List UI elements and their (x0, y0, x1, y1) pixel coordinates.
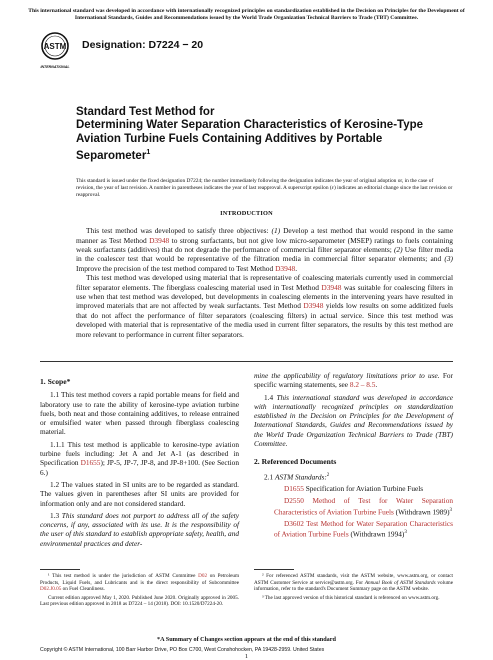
title-block (76, 105, 453, 163)
left-column (40, 371, 239, 551)
astm-logo-icon (40, 31, 70, 71)
title-main (76, 119, 453, 163)
para-1-2: 1.2 The values stated in SI units are to be regarded as standard. The values given in parentheses after SI units are provided for information only and are not considered standard. (40, 479, 239, 508)
title-text: Determining Water Separation Characteristics of Kerosine-Type Aviation Turbine Fuels Containing Additives by Portable Separometer (76, 119, 424, 163)
right-column (254, 371, 453, 551)
link-d3948[interactable]: D3948 (321, 282, 342, 292)
header (40, 31, 453, 71)
reference-item: D1655 Specification for Aviation Turbine Fuels (284, 484, 424, 494)
svg-text:ASTM: ASTM (43, 42, 67, 52)
title-footnote-mark: 1 (146, 149, 151, 157)
tbt-notice: This international standard was developed in accordance with internationally recognized principles on standardization established in the Decision on Principles for the Development of International Standards, Guides and Recommendations issued by the World Trade Organization Technical Barriers to Trade (TBT) Committee. (28, 8, 465, 21)
intro-paragraph-1: This test method was developed to satisfy three objectives: (1) Develop a test method that would respond in the same manner as Test Method D3948 to strong surfactants, but not give low micro-separometer (MSEP) ratings to fuels containing weak surfactants (additives) that do not degrade the performance of commercial filter separator elements; (2) Use filter media in the coalescer test that would be representative of the filtration media in commercial filter separator elements; and (3) Improve the precision of the test method compared to Test Method D3948. (76, 226, 453, 273)
copyright: Copyright © ASTM International, 100 Barr Harbor Drive, PO Box C700, West Conshohocken, PA 19428-2959. United States (40, 647, 325, 653)
body-columns (40, 371, 453, 551)
designation: Designation: D7224 − 20 (82, 39, 204, 52)
para-1-1: 1.1 This test method covers a rapid portable means for field and laboratory use to rate the ability of kerosine-type aviation turbine fuels, both neat and those containing additives, to release entrained or emulsified water when passed through fiberglass coalescing material. (40, 390, 239, 437)
link-section-8-2[interactable]: 8.2 – 8.5 (349, 380, 376, 390)
introduction-heading: INTRODUCTION (220, 210, 273, 218)
summary-of-changes-note: *A Summary of Changes section appears at the end of this standard (157, 636, 336, 643)
link-d3948[interactable]: D3948 (303, 301, 324, 311)
para-1-4: 1.4 This international standard was developed in accordance with internationally recognized principles on standardization established in the Decision on Principles for the Development of International Standards, Guides and Recommendations issued by the World Trade Organization Technical Barriers to Trade (TBT) Committee. (254, 392, 453, 449)
footnotes-left (40, 569, 239, 610)
link-d1655[interactable]: D1655 (80, 458, 101, 468)
standard-issue-note: This standard is issued under the fixed designation D7224; the number immediately following the designation indicates the year of original adoption or, in the case of revision, the year of last revision. A number in parentheses indicates the year of last reapproval. A superscript epsilon (ε) indicates an editorial change since the last revision or reapproval. (76, 177, 453, 198)
footnote-rule (40, 569, 80, 570)
footnote-2: ² For referenced ASTM standards, visit the ASTM website, www.astm.org, or contact ASTM Customer Service at service@astm.org. For Annual Book of ASTM Standards volume information, refer to the standard's Document Summary page on the ASTM website. (254, 573, 453, 592)
footnotes (40, 569, 453, 610)
footnotes-right (254, 569, 453, 610)
section-references-heading: 2. Referenced Documents (254, 457, 337, 467)
reference-item: D2550 Method of Test for Water Separation Characteristics of Aviation Turbine Fuels (Withdrawn 1989)$^3$ (274, 496, 453, 516)
link-d1655[interactable]: D1655 (284, 484, 304, 494)
divider (40, 361, 453, 362)
link-d3948[interactable]: D3948 (149, 235, 170, 245)
introduction (76, 226, 453, 339)
logo-caption: INTERNATIONAL (40, 65, 70, 70)
footnote-rule (254, 569, 294, 570)
link-d02[interactable]: D02 (198, 573, 208, 579)
para-1-3: 1.3 This standard does not purport to address all of the safety concerns, if any, associated with its use. It is the responsibility of the user of this standard to establish appropriate safety, health, and environmental practices and deter- (40, 510, 239, 548)
section-scope-heading: 1. Scope* (40, 377, 71, 386)
para-1-3-continued: mine the applicability of regulatory limitations prior to use. For specific warning statements, see 8.2 – 8.5. (254, 371, 453, 390)
page-number: 1 (244, 653, 249, 660)
link-d02-j0-05[interactable]: D02.J0.05 (40, 586, 62, 592)
link-d3602[interactable]: D3602 Test Method for Water Separation Characteristics of Aviation Turbine Fuels (274, 519, 453, 539)
para-2-1: 2.1 ASTM Standards:$^2$ (264, 472, 330, 482)
reference-item: D3602 Test Method for Water Separation Characteristics of Aviation Turbine Fuels (Withdrawn 1994)$^3$ (274, 519, 453, 539)
link-d3948[interactable]: D3948 (275, 263, 296, 273)
link-d2550[interactable]: D2550 Method of Test for Water Separation Characteristics of Aviation Turbine Fuels (274, 496, 453, 516)
para-1-1-1: 1.1.1 This test method is applicable to kerosine-type aviation turbine fuels including: Jet A and Jet A-1 (as described in Specification D1655); JP-5, JP-7, JP-8, and JP-8+100. (See Section 6.) (40, 439, 239, 477)
title-prefix: Standard Test Method for (76, 106, 215, 119)
footnote-1: ¹ This test method is under the jurisdiction of ASTM Committee D02 on Petroleum Products, Liquid Fuels, and Lubricants and is the direct responsibility of Subcommittee D02.J0.05 on Fuel Cleanliness. (40, 573, 239, 592)
footnote-3: ³ The last approved version of this historical standard is referenced on www.astm.org. (262, 594, 440, 601)
footnote-1-edition: Current edition approved May 1, 2020. Published June 2020. Originally approved in 2005. Last previous edition approved in 2018 as D7224 – 14 (2018). DOI: 10.1520/D7224-20. (40, 594, 239, 607)
intro-paragraph-2: This test method was developed using material that is representative of coalescing materials currently used in commercial filter separator elements. The fiberglass coalescing material used in Test Method D3948 was suitable for coalescing filters in use when that test method was developed, but developments in coalescing elements in the intervening years have resulted in improved materials that are not affected by weak surfactants. Test Method D3948 yields low results on some additized fuels that do not affect the performance of filter separators (coalescing filters) in actual service. Since this test method was developed with material that is representative of the media used in current filter separators, the results by this test method are more relevant to performance in current filter separators. (76, 273, 453, 339)
